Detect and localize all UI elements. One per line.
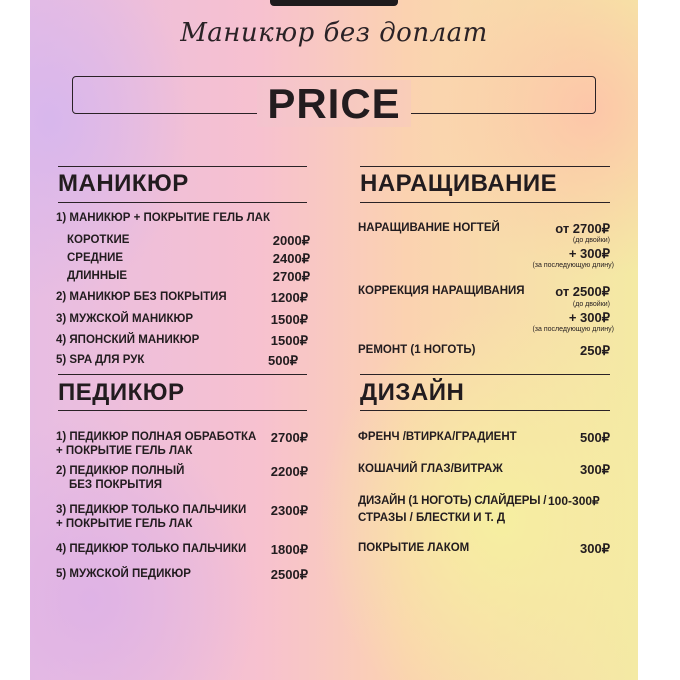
manicure-sub-price: 2700₽ — [272, 269, 310, 284]
pedicure-item-price: 2300₽ — [270, 503, 308, 518]
design-item-price: 500₽ — [580, 430, 610, 445]
design-item-label: ФРЕНЧ /ВТИРКА/ГРАДИЕНТ — [358, 431, 517, 443]
pedicure-item-label: 4) ПЕДИКЮР ТОЛЬКО ПАЛЬЧИКИ — [56, 543, 247, 555]
pedicure-item-label-2: + ПОКРЫТИЕ ГЕЛЬ ЛАК — [56, 518, 193, 530]
manicure-sub-label: СРЕДНИЕ — [67, 252, 124, 264]
extension-item-price: от 2700₽ — [555, 221, 610, 236]
pedicure-bottom-rule — [58, 410, 307, 411]
price-title: PRICE — [257, 80, 410, 127]
pedicure-item-price: 2500₽ — [270, 567, 308, 582]
extension-item-price: 250₽ — [580, 343, 610, 358]
extension-item-note: (до двойки) — [572, 301, 610, 308]
manicure-item-price: 1500₽ — [270, 333, 308, 348]
extension-item-note: (за последующую длину) — [532, 262, 614, 269]
manicure-item-price: 1500₽ — [270, 312, 308, 327]
price-title-wrap — [30, 80, 638, 128]
manicure-item-label: 3) МУЖСКОЙ МАНИКЮР — [56, 313, 193, 325]
pedicure-item-price: 1800₽ — [270, 542, 308, 557]
pedicure-item-label: 3) ПЕДИКЮР ТОЛЬКО ПАЛЬЧИКИ — [56, 504, 247, 516]
extension-title: НАРАЩИВАНИЕ — [360, 170, 558, 197]
top-bar-decoration — [270, 0, 398, 6]
pedicure-item-label: 5) МУЖСКОЙ ПЕДИКЮР — [56, 568, 191, 580]
manicure-item-1: 1) МАНИКЮР + ПОКРЫТИЕ ГЕЛЬ ЛАК — [56, 212, 270, 224]
extension-item-label: РЕМОНТ (1 НОГОТЬ) — [358, 344, 476, 356]
extension-item-extra: + 300₽ — [568, 310, 610, 325]
extension-item-label: НАРАЩИВАНИЕ НОГТЕЙ — [358, 222, 500, 234]
design-item-price: 100-300₽ — [548, 494, 600, 508]
extension-top-rule — [360, 166, 610, 167]
manicure-sub-label: ДЛИННЫЕ — [67, 270, 128, 282]
design-title: ДИЗАЙН — [360, 379, 465, 406]
extension-item-extra: + 300₽ — [568, 246, 610, 261]
design-bottom-rule — [360, 410, 610, 411]
design-top-rule — [360, 374, 610, 375]
design-item-label: ПОКРЫТИЕ ЛАКОМ — [358, 542, 470, 554]
manicure-title: МАНИКЮР — [58, 170, 189, 197]
tagline: Маникюр без доплат — [180, 18, 488, 48]
extension-item-label: КОРРЕКЦИЯ НАРАЩИВАНИЯ — [358, 285, 525, 297]
design-item-price: 300₽ — [580, 462, 610, 477]
pedicure-item-label-2: БЕЗ ПОКРЫТИЯ — [69, 479, 163, 491]
extension-bottom-rule — [360, 202, 610, 203]
pedicure-item-label: 1) ПЕДИКЮР ПОЛНАЯ ОБРАБОТКА — [56, 431, 257, 443]
manicure-item-label: 5) SPA ДЛЯ РУК — [56, 354, 145, 366]
pedicure-item-label-2: + ПОКРЫТИЕ ГЕЛЬ ЛАК — [56, 445, 193, 457]
manicure-bottom-rule — [58, 202, 307, 203]
manicure-item-label: 4) ЯПОНСКИЙ МАНИКЮР — [56, 334, 200, 346]
manicure-item-price: 500₽ — [268, 353, 298, 368]
manicure-top-rule — [58, 166, 307, 167]
design-item-price: 300₽ — [580, 541, 610, 556]
design-item-label: КОШАЧИЙ ГЛАЗ/ВИТРАЖ — [358, 463, 503, 475]
manicure-item-label: 2) МАНИКЮР БЕЗ ПОКРЫТИЯ — [56, 291, 227, 303]
pedicure-top-rule — [58, 374, 307, 375]
manicure-sub-price: 2400₽ — [272, 251, 310, 266]
manicure-item-price: 1200₽ — [270, 290, 308, 305]
design-item-label: ДИЗАЙН (1 НОГОТЬ) СЛАЙДЕРЫ / — [358, 495, 547, 507]
pedicure-item-price: 2200₽ — [270, 464, 308, 479]
manicure-sub-price: 2000₽ — [272, 233, 310, 248]
extension-item-note: (за последующую длину) — [532, 326, 614, 333]
extension-item-note: (до двойки) — [572, 237, 610, 244]
extension-item-price: от 2500₽ — [555, 284, 610, 299]
pedicure-item-price: 2700₽ — [270, 430, 308, 445]
price-list-sheet — [30, 0, 638, 680]
manicure-sub-label: КОРОТКИЕ — [67, 234, 130, 246]
design-item-label-2: СТРАЗЫ / БЛЕСТКИ И Т. Д — [358, 512, 506, 524]
pedicure-title: ПЕДИКЮР — [58, 379, 185, 406]
pedicure-item-label: 2) ПЕДИКЮР ПОЛНЫЙ — [56, 465, 185, 477]
